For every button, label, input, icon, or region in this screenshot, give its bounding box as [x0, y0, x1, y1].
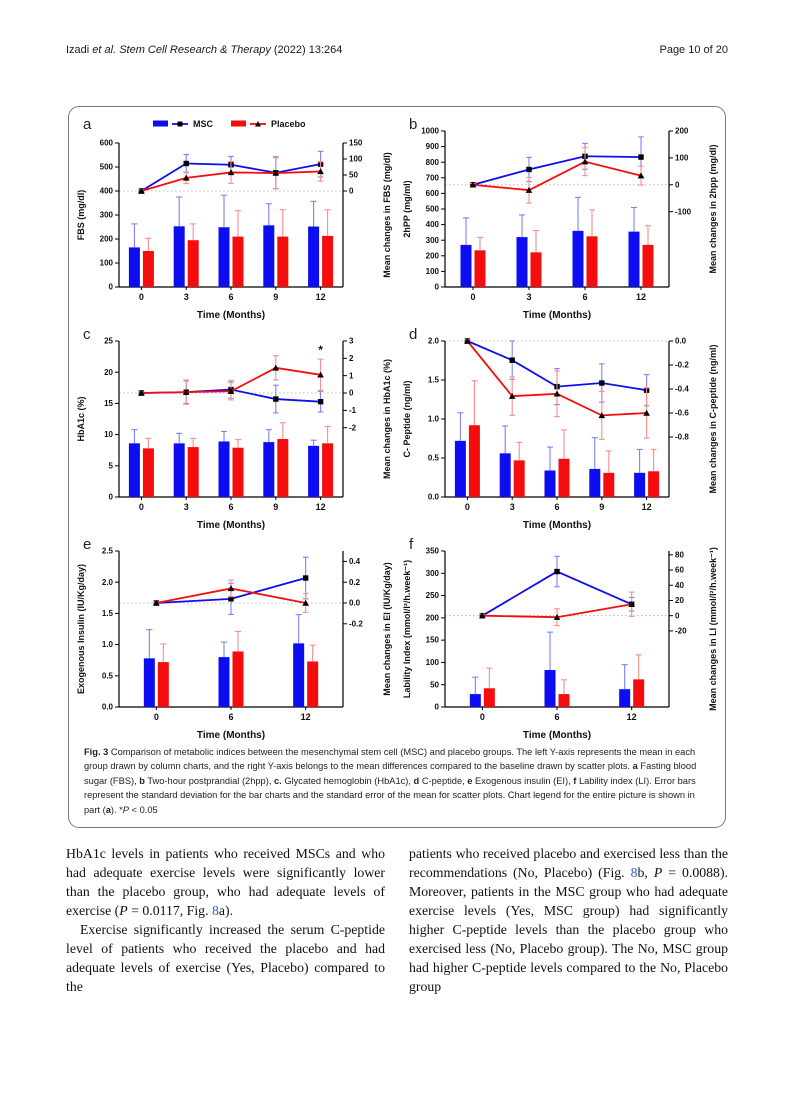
body-text: [66, 844, 728, 996]
svg-text:0: 0: [434, 282, 439, 292]
panel-f-chart: [399, 533, 721, 743]
svg-text:3: 3: [526, 292, 532, 302]
text-run: = 0.0117, Fig.: [127, 903, 212, 919]
svg-text:c: c: [83, 326, 91, 343]
svg-text:400: 400: [425, 220, 439, 230]
svg-text:15: 15: [104, 399, 113, 408]
svg-text:250: 250: [425, 591, 439, 601]
svg-text:0: 0: [153, 712, 159, 722]
svg-text:3: 3: [509, 502, 515, 512]
svg-text:9: 9: [599, 502, 605, 512]
text-run: P: [122, 804, 129, 815]
text-run: Two-hour postprandial (2hpp),: [144, 775, 274, 786]
svg-text:60: 60: [675, 565, 684, 575]
svg-text:50: 50: [430, 680, 439, 690]
svg-text:350: 350: [425, 546, 439, 556]
svg-text:12: 12: [635, 292, 647, 302]
text-run: Fasting blood sugar (FBS),: [84, 761, 697, 786]
svg-text:0: 0: [108, 492, 113, 502]
svg-text:Mean changes in HbA1c (%): Mean changes in HbA1c (%): [382, 358, 392, 480]
svg-text:5: 5: [108, 461, 113, 471]
text-run: Lability index (LI). Error bars represent the standard deviation for the bar charts and the standard error of the mean for scatter plots. Chart legend for the entire picture is shown in part (: [84, 775, 696, 815]
svg-text:12: 12: [300, 712, 311, 722]
svg-text:100: 100: [99, 258, 113, 268]
svg-text:300: 300: [99, 210, 113, 220]
svg-text:Time (Months): Time (Months): [196, 310, 266, 321]
svg-text:0: 0: [349, 186, 354, 196]
svg-text:20: 20: [104, 367, 113, 377]
svg-text:0.5: 0.5: [427, 453, 439, 463]
svg-text:-0.2: -0.2: [349, 619, 363, 629]
svg-text:0.0: 0.0: [349, 598, 361, 608]
svg-text:Mean changes in C-peptide (ng/: Mean changes in C-peptide (ng/ml): [708, 344, 718, 494]
svg-text:12: 12: [641, 502, 652, 512]
svg-text:3: 3: [183, 502, 189, 512]
svg-text:0: 0: [470, 292, 476, 302]
svg-text:Placebo: Placebo: [271, 119, 306, 129]
svg-text:a: a: [83, 116, 92, 133]
svg-text:200: 200: [99, 234, 113, 244]
text-run: C-peptide,: [419, 775, 468, 786]
svg-text:0: 0: [434, 702, 439, 712]
svg-text:Mean changes in LI (mmol/l²/h.: Mean changes in LI (mmol/l²/h.week⁻¹): [708, 547, 718, 711]
svg-text:300: 300: [425, 235, 439, 245]
text-run: a).: [218, 903, 234, 919]
page-number: Page 10 of 20: [659, 44, 728, 56]
panel-b-chart: [399, 113, 721, 323]
svg-text:50: 50: [349, 170, 358, 180]
svg-text:80: 80: [675, 550, 684, 560]
figure-caption: [69, 743, 725, 827]
text-run: a: [632, 761, 638, 772]
svg-text:Lability Index (mmol/l²/h.week: Lability Index (mmol/l²/h.week⁻¹): [402, 559, 412, 699]
text-run: < 0.05: [128, 804, 158, 815]
svg-text:3: 3: [349, 336, 354, 346]
svg-text:9: 9: [273, 502, 279, 512]
svg-text:0.0: 0.0: [427, 492, 439, 502]
text-run: P: [653, 865, 663, 881]
svg-text:0: 0: [675, 180, 680, 190]
svg-text:6: 6: [228, 292, 234, 302]
svg-text:100: 100: [349, 154, 363, 164]
figure-panels-grid: [69, 113, 725, 743]
svg-text:1.5: 1.5: [101, 609, 113, 618]
svg-text:1.0: 1.0: [427, 414, 439, 424]
svg-text:0.0: 0.0: [675, 336, 687, 346]
svg-text:100: 100: [425, 658, 439, 668]
svg-text:-100: -100: [675, 207, 692, 217]
svg-text:600: 600: [425, 189, 439, 198]
svg-text:800: 800: [425, 157, 439, 167]
svg-text:0: 0: [479, 712, 485, 722]
text-run: ). *: [110, 804, 123, 815]
svg-text:20: 20: [675, 596, 684, 606]
svg-text:2: 2: [349, 353, 354, 363]
svg-text:0.4: 0.4: [349, 557, 361, 566]
text-run: a: [105, 804, 111, 815]
paragraph: [66, 920, 385, 996]
svg-text:0: 0: [138, 292, 144, 302]
svg-text:-2: -2: [349, 423, 357, 433]
svg-text:12: 12: [315, 292, 326, 302]
svg-text:6: 6: [554, 502, 560, 512]
svg-text:-20: -20: [675, 626, 687, 636]
svg-text:150: 150: [349, 138, 363, 148]
svg-text:Exogenous Insulin (IU/Kg/day): Exogenous Insulin (IU/Kg/day): [76, 563, 86, 695]
svg-text:12: 12: [315, 502, 326, 512]
svg-text:10: 10: [104, 430, 113, 440]
svg-text:d: d: [409, 326, 418, 343]
svg-text:0.5: 0.5: [101, 671, 113, 681]
svg-text:C- Peptide (ng/ml): C- Peptide (ng/ml): [402, 380, 412, 458]
text-run: = 0.0088). Moreover, patients in the MSC group who had adequate exercise levels (Yes, MSC group) had significantly higher C-peptide levels than the placebo group who exercised less (No, Placebo group). The No, MSC group had higher C-peptide levels compared to the No, Placebo group: [409, 865, 728, 995]
running-head: [66, 44, 342, 56]
running-head-journal: et al. Stem Cell Research & Therapy: [92, 44, 271, 56]
svg-text:6: 6: [582, 292, 588, 302]
svg-text:2.5: 2.5: [101, 546, 113, 556]
svg-text:9: 9: [273, 292, 279, 302]
figure-link[interactable]: 8: [211, 903, 219, 919]
svg-text:600: 600: [99, 138, 113, 148]
svg-text:0: 0: [675, 611, 680, 621]
svg-text:700: 700: [425, 173, 439, 183]
text-run: HbA1c levels in patients who received MSCs and who had adequate exercise levels were significantly lower than the placebo group, who had adequate levels of exercise (: [66, 846, 385, 919]
svg-text:Mean changes in FBS (mg/dl): Mean changes in FBS (mg/dl): [382, 152, 392, 278]
text-run: b: [139, 775, 145, 786]
page: [0, 44, 794, 996]
svg-text:2.0: 2.0: [427, 336, 439, 346]
svg-text:e: e: [83, 536, 92, 553]
svg-text:Time (Months): Time (Months): [522, 310, 592, 321]
text-run: Comparison of metabolic indices between the mesenchymal stem cell (MSC) and placebo groups. The left Y-axis represents the mean in each group drawn by column charts, and the right Y-axis belongs to the mean differences compared to the baseline drawn by scatter plots.: [84, 747, 696, 772]
text-column-right: [409, 844, 728, 996]
paragraph: [409, 844, 728, 996]
svg-text:200: 200: [425, 613, 439, 623]
svg-text:300: 300: [425, 568, 439, 578]
svg-text:MSC: MSC: [193, 119, 213, 129]
svg-text:500: 500: [99, 162, 113, 172]
svg-text:0: 0: [138, 502, 144, 512]
svg-text:-0.6: -0.6: [675, 408, 689, 418]
text-run: f: [573, 775, 577, 786]
svg-text:6: 6: [228, 502, 234, 512]
svg-text:900: 900: [425, 142, 439, 152]
text-run: c.: [274, 775, 282, 786]
svg-text:-1: -1: [349, 405, 357, 415]
svg-text:Mean changes in 2hpp (mg/dl): Mean changes in 2hpp (mg/dl): [708, 144, 718, 274]
svg-text:150: 150: [425, 635, 439, 645]
text-column-left: [66, 844, 385, 996]
text-run: patients who received placebo and exercised less than the recommendations (No, Placebo) (Fig.: [409, 846, 728, 881]
svg-text:1.5: 1.5: [427, 375, 439, 385]
svg-text:6: 6: [228, 712, 234, 722]
paragraph: [66, 844, 385, 920]
text-run: b,: [637, 865, 654, 881]
running-head-author: Izadi: [66, 44, 93, 56]
svg-text:100: 100: [675, 153, 689, 163]
svg-text:6: 6: [554, 712, 560, 722]
svg-text:-0.4: -0.4: [675, 384, 689, 394]
svg-text:*: *: [318, 343, 323, 358]
text-run: P: [119, 903, 128, 919]
svg-text:HbA1c (%): HbA1c (%): [76, 396, 86, 442]
text-run: e: [467, 775, 473, 786]
text-run: Glycated hemoglobin (HbA1c),: [281, 775, 414, 786]
panel-c-chart: [73, 323, 395, 533]
svg-text:Time (Months): Time (Months): [196, 730, 266, 741]
svg-text:b: b: [409, 116, 418, 133]
svg-text:25: 25: [104, 336, 113, 346]
svg-text:1: 1: [349, 371, 354, 381]
svg-text:100: 100: [425, 267, 439, 276]
svg-text:200: 200: [675, 126, 689, 136]
panel-a-chart: [73, 113, 395, 323]
svg-text:Time (Months): Time (Months): [196, 520, 266, 531]
text-run: Exogenous insulin (EI),: [472, 775, 574, 786]
svg-text:-0.8: -0.8: [675, 432, 689, 442]
svg-text:-0.2: -0.2: [675, 360, 689, 370]
svg-text:12: 12: [626, 712, 637, 722]
svg-text:40: 40: [675, 580, 684, 590]
svg-text:0: 0: [464, 502, 470, 512]
panel-e-chart: [73, 533, 395, 743]
svg-text:0.2: 0.2: [349, 577, 361, 587]
svg-text:f: f: [409, 536, 414, 553]
svg-text:1000: 1000: [421, 126, 439, 136]
svg-text:2.0: 2.0: [101, 577, 113, 587]
svg-text:3: 3: [183, 292, 189, 302]
text-run: d: [413, 775, 420, 786]
svg-text:2hPP (mg/ml): 2hPP (mg/ml): [402, 180, 412, 238]
svg-text:400: 400: [99, 186, 113, 196]
panel-d-chart: [399, 323, 721, 533]
svg-text:Mean changes in EI (IU/Kg/day): Mean changes in EI (IU/Kg/day): [382, 562, 392, 696]
figure-3: [68, 106, 726, 828]
svg-text:200: 200: [425, 251, 439, 261]
running-head-citation: (2022) 13:264: [270, 44, 343, 56]
svg-text:1.0: 1.0: [101, 640, 113, 650]
svg-text:FBS (mg/dl): FBS (mg/dl): [76, 189, 86, 241]
svg-text:Time (Months): Time (Months): [522, 730, 592, 741]
svg-text:0: 0: [108, 282, 113, 292]
svg-text:500: 500: [425, 204, 439, 214]
page-header: [66, 44, 728, 56]
text-run: Fig. 3: [84, 747, 109, 757]
text-run: Exercise significantly increased the serum C-peptide level of patients who received the placebo and had adequate levels of exercise (Yes, Placebo) compared to the: [66, 922, 385, 995]
svg-text:Time (Months): Time (Months): [522, 520, 592, 531]
figure-link[interactable]: 8: [630, 865, 638, 881]
svg-text:0.0: 0.0: [101, 702, 113, 712]
svg-text:0: 0: [349, 388, 354, 398]
